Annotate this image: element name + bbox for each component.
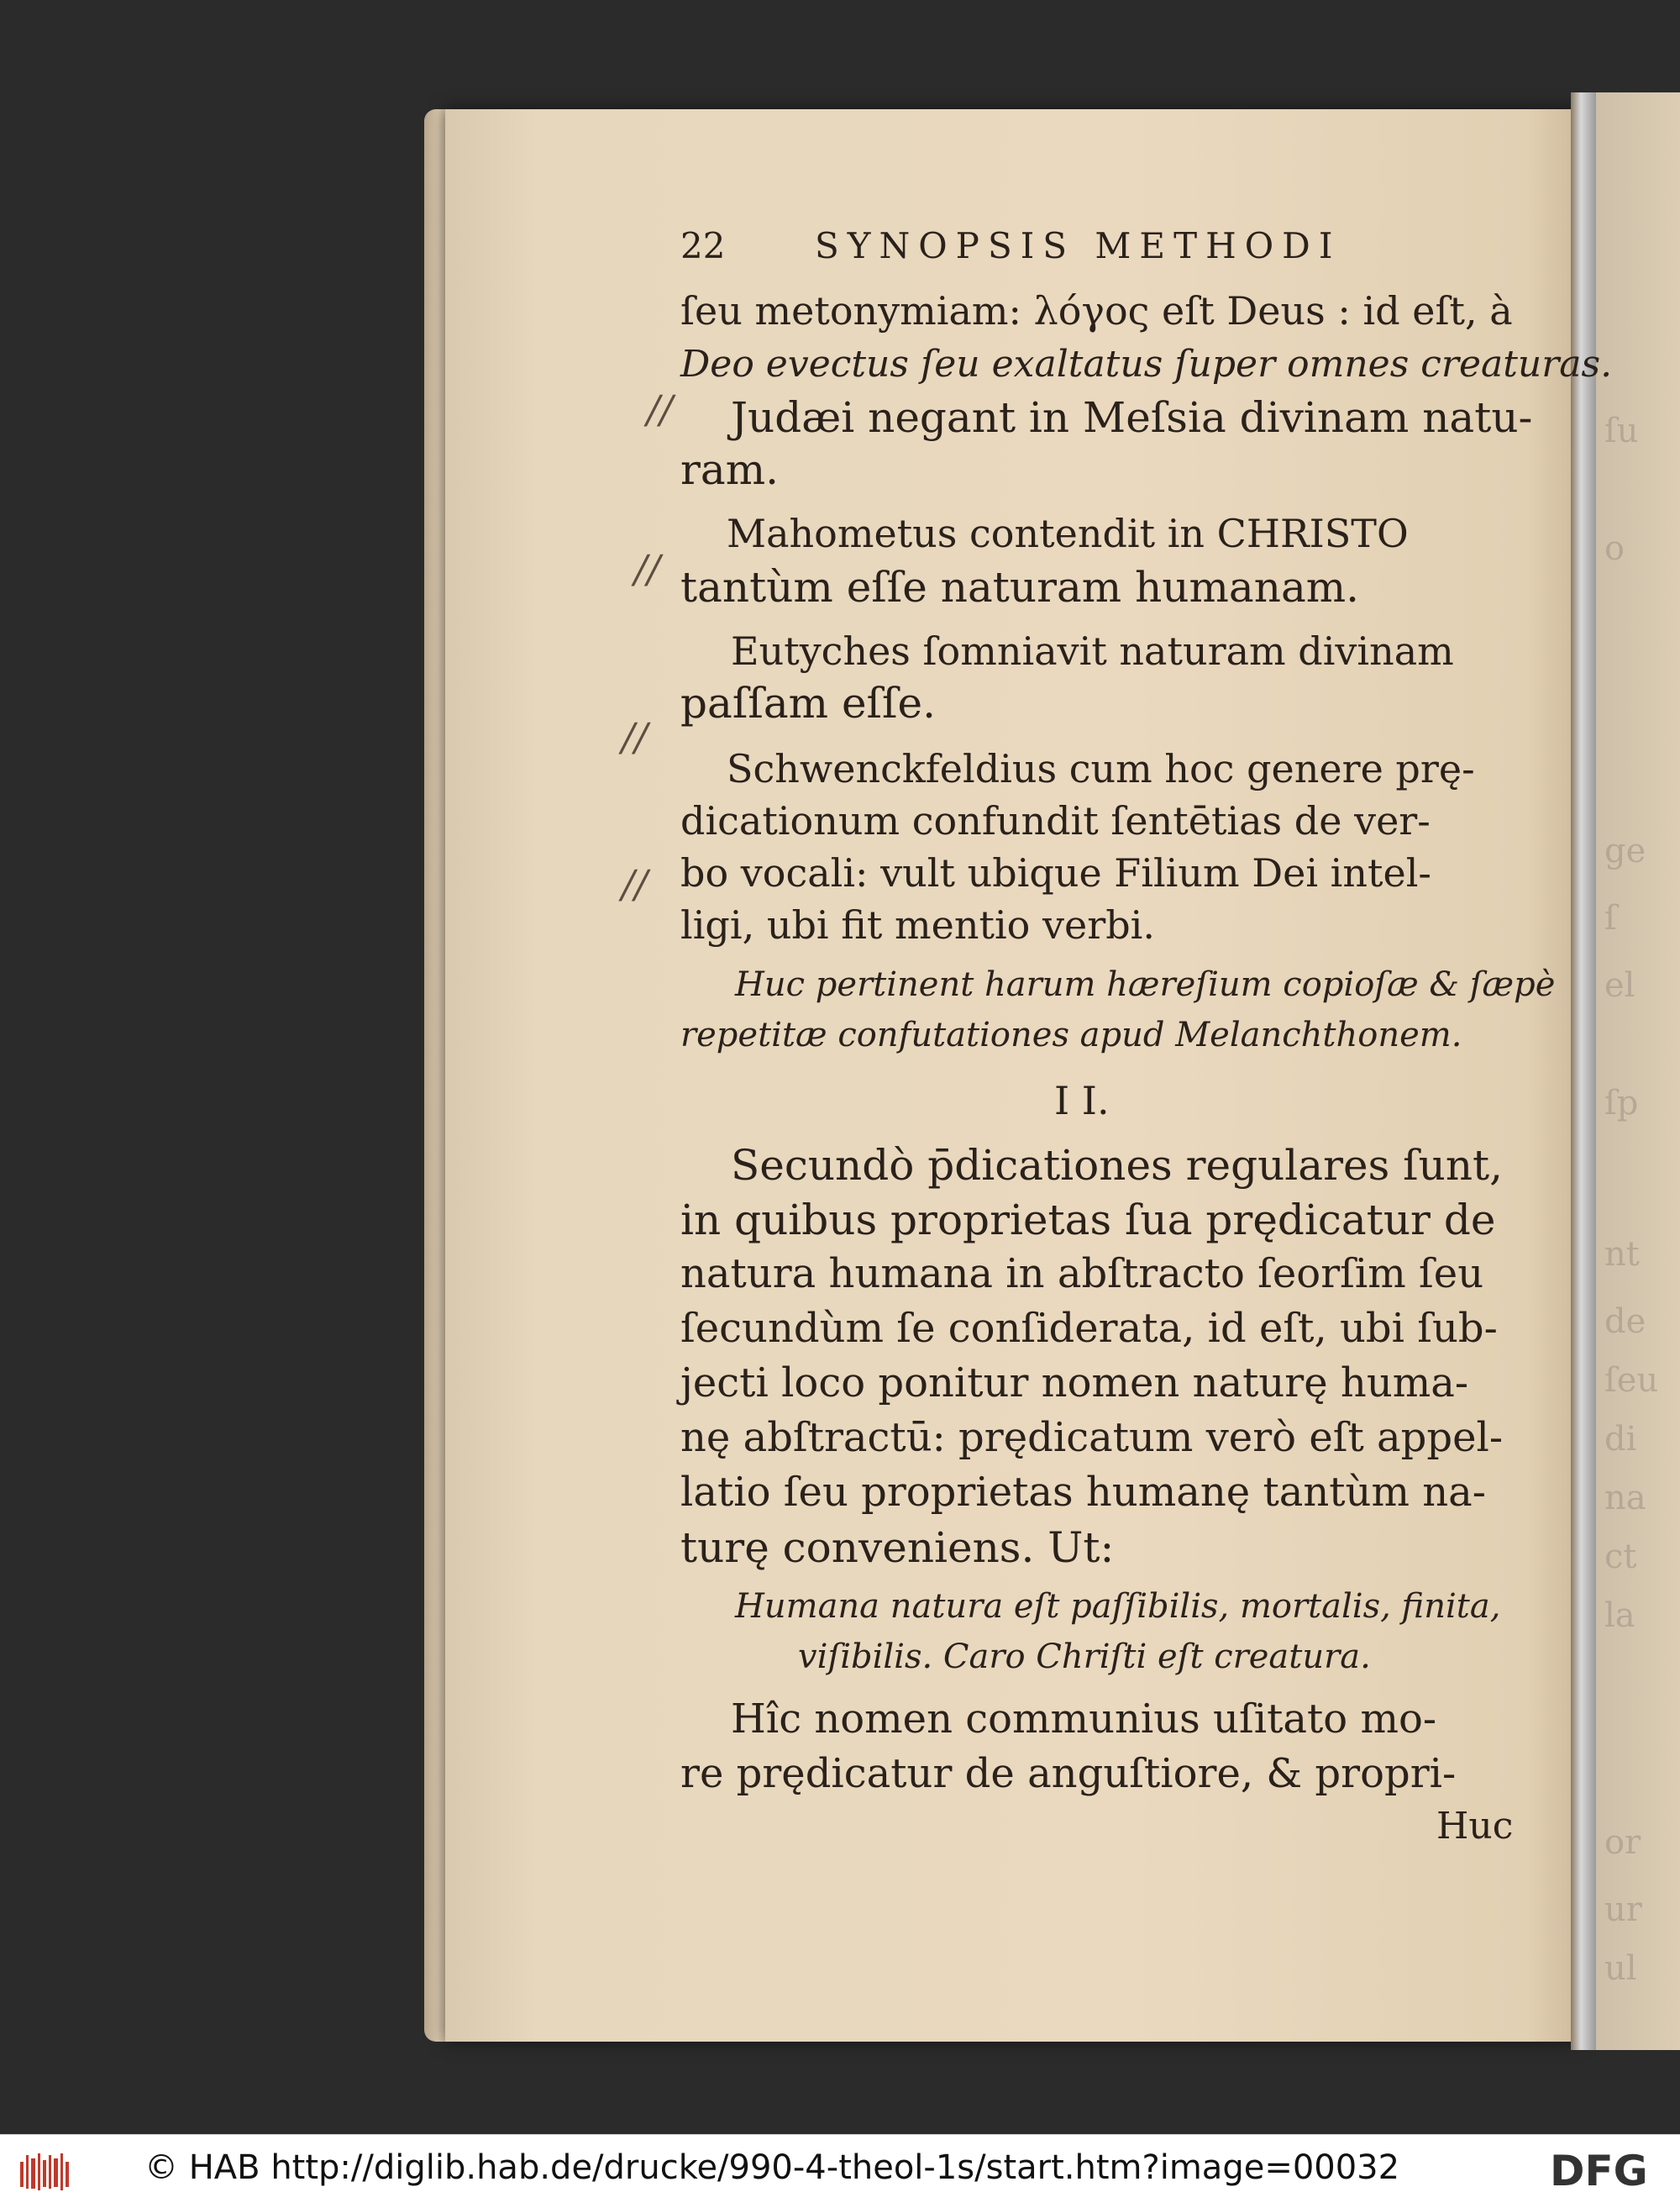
- text-line: tantùm eſſe naturam humanam.: [680, 563, 1360, 612]
- running-head: SYNOPSIS METHODI: [815, 225, 1341, 266]
- text-line: re prędicatur de anguſtiore, & propri-: [680, 1750, 1457, 1797]
- margin-mark: //: [647, 386, 673, 432]
- text-line: Hîc nomen communius uſitato mo-: [731, 1695, 1437, 1743]
- margin-mark: //: [622, 714, 648, 760]
- text-line: nę abſtractū: prędicatum verò eſt appel-: [680, 1414, 1504, 1461]
- text-line: Judæi negant in Meſsia divinam natu-: [731, 393, 1533, 442]
- text-line: Secundò p̄dicationes regulares ſunt,: [731, 1141, 1504, 1190]
- section-numeral: I I.: [1054, 1078, 1110, 1123]
- text-line: viſibilis. Caro Chriſti eſt creatura.: [798, 1638, 1371, 1676]
- dfg-logo: DFG: [1550, 2147, 1648, 2195]
- text-line: repetitæ confutationes apud Melanchthonem.: [680, 1016, 1462, 1054]
- page-number: 22: [680, 225, 726, 266]
- hab-logo-icon: [18, 2150, 74, 2194]
- text-line: dicationum confundit ſentētias de ver-: [680, 798, 1431, 844]
- text-line: in quibus proprietas ſua prędicatur de: [680, 1196, 1496, 1244]
- text-line: Deo evectus ſeu exaltatus ſuper omnes creaturas.: [680, 343, 1613, 386]
- margin-mark: //: [622, 861, 648, 907]
- text-line: latio ſeu proprietas humanę tantùm na-: [680, 1469, 1486, 1516]
- text-line: paſſam eſſe.: [680, 679, 937, 728]
- text-line: Eutyches ſomniavit naturam divinam: [731, 628, 1454, 674]
- text-line: bo vocali: vult ubique Filium Dei intel-: [680, 850, 1431, 896]
- book-gutter: [1571, 92, 1596, 2050]
- viewer-footer: [0, 2134, 1680, 2208]
- text-line: jecti loco ponitur nomen naturę huma-: [680, 1359, 1469, 1406]
- text-line: ſeu metonymiam: λόγος eſt Deus : id eſt, à: [680, 288, 1513, 334]
- text-line: natura humana in abſtracto ſeorſim ſeu: [680, 1250, 1484, 1297]
- text-line: Humana natura eſt paſſibilis, mortalis, finita,: [735, 1587, 1501, 1626]
- text-line: ſecundùm ſe conſiderata, id eſt, ubi ſub-: [680, 1305, 1498, 1352]
- text-line: Huc pertinent harum hæreſium copioſæ & ſæpè: [735, 965, 1556, 1004]
- text-line: ligi, ubi fit mentio verbi.: [680, 902, 1155, 948]
- facing-page-edge: ſu o ge ſ el ſp nt de ſeu di na ct la or ur ul: [1596, 92, 1680, 2050]
- text-line: turę conveniens. Ut:: [680, 1523, 1115, 1572]
- text-line: ram.: [680, 445, 780, 494]
- copyright-link[interactable]: © HAB http://diglib.hab.de/drucke/990-4-theol-1s/start.htm?image=00032: [144, 2148, 1400, 2187]
- text-line: Schwenckfeldius cum hoc genere prę-: [727, 746, 1475, 791]
- margin-mark: //: [634, 546, 660, 591]
- text-line: Mahometus contendit in CHRISTO: [727, 511, 1409, 556]
- catchword: Huc: [1436, 1805, 1514, 1848]
